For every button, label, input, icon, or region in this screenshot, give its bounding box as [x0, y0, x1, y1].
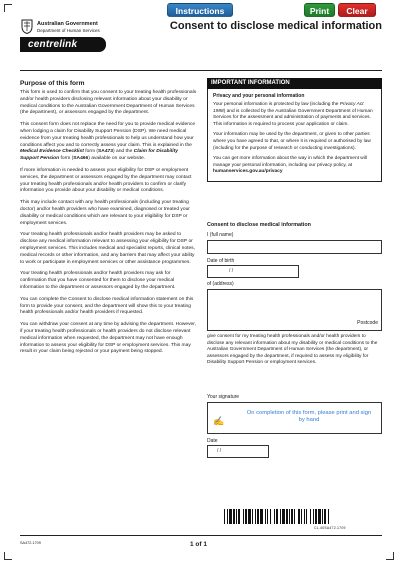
privacy-paragraph: You can get more information about the way in which the department will manage your personal information, including our privacy policy, at humanservices.gov.au/privacy [213, 156, 367, 175]
signature-note: On completion of this form, please print and sign by hand [246, 410, 372, 424]
purpose-paragraph: This form is used to confirm that you consent to your treating health professionals and/or health providers disclosing relevant information about your disability or medical conditions to the Australian Government Department of Human Services (the department), or assessors engaged by the department. [20, 90, 197, 116]
footer-divider [20, 535, 382, 536]
crop-mark [4, 552, 12, 560]
purpose-section [20, 80, 198, 361]
pen-icon: ✍ [213, 416, 225, 426]
date-label: Date [207, 438, 218, 444]
privacy-paragraph: Your personal information is protected by law (including the Privacy Act 1988) and is collected by the Australian Government Department of Human Services for the assessment and administration of payments and services. This information is required to process your application or claim. [213, 102, 373, 127]
privacy-subheading: Privacy and your personal information [213, 93, 305, 99]
privacy-link: humanservices.gov.au/privacy [213, 169, 283, 175]
crop-mark [4, 4, 12, 12]
important-information-panel [207, 78, 382, 182]
purpose-paragraph: You can complete the Consent to disclose medical information statement on this form to provide your consent, and the department will show this to your treating health professionals and/or health providers if requested. [20, 296, 194, 316]
signature-label: Your signature [207, 394, 240, 400]
brand-logo: centrelink [28, 39, 78, 50]
purpose-heading: Purpose of this form [20, 80, 85, 87]
dob-separators: / / [229, 268, 234, 274]
header-divider [20, 70, 382, 71]
important-body [207, 89, 382, 182]
department-name: Department of Human Services [37, 28, 100, 33]
consent-statement: give consent for my treating health professionals and/or health providers to disclose any relevant information about my disability or medical conditions to the Australian Government Department of Human Services (the department), or assessors engaged by the department, if required to assess my eligibility for Disability Support Pension or employment services. [207, 334, 378, 366]
instructions-button[interactable]: Instructions [167, 3, 233, 17]
purpose-paragraph: This may include contact with any health professionals (including your treating doctor) and/or health providers who have examined, diagnosed or treated your disability or medical conditions which are relevant to your eligibility for DSP or employment services. [20, 200, 190, 226]
government-crest-icon [20, 18, 34, 34]
dob-label: Date of birth [207, 258, 235, 264]
barcode [224, 509, 380, 524]
clear-button[interactable]: Clear [338, 3, 376, 17]
purpose-paragraph: If more information is needed to assess your eligibility for DSP or employment services, the department or assessors engaged by the department may contact your treating health professionals and/or health providers to confirm or clarify information you provide about your disability or medical conditions. [20, 167, 192, 194]
page-title: Consent to disclose medical information [169, 20, 382, 32]
purpose-paragraph: You can withdraw your consent at any time by advising the department. However, if your treating health professionals or health providers do not disclose relevant medical information when requested, the department may not have enough information to assess your eligibility for DSP or employment services. This may result in your claim being rejected or your payment being stopped. [20, 322, 196, 355]
purpose-paragraph: Your treating health professionals and/or health providers may be asked to disclose any medical information relevant to assessing your eligibility for DSP or employment services. This includes medical and specialist reports, clinical notes, medical records or other information, and any barriers that may affect your ability to work or participate in employment services or other assistance programmes. [20, 232, 195, 265]
name-label: I (full name) [207, 232, 234, 238]
purpose-paragraph: This consent form does not replace the need for you to provide medical evidence when lodging a claim for Disability Support Pension (DSP). We need medical evidence from your treating health professionals to help us understand how your conditions affect you and to correctly assess your claim. This is explained in the Medical Evidence Checklist form (SA473) and the Claim for Disability Support Pension form (SA466) available on our website. [20, 122, 196, 162]
page-number: 1 of 1 [190, 541, 207, 548]
full-name-field[interactable] [207, 240, 382, 254]
address-field[interactable] [207, 289, 382, 331]
important-heading: IMPORTANT INFORMATION [207, 78, 382, 89]
government-name: Australian Government [37, 21, 98, 27]
crop-mark [386, 552, 394, 560]
date-of-birth-field[interactable] [207, 265, 299, 278]
privacy-paragraph: Your information may be used by the department, or given to other parties where you have agreed to that, or where it is required or authorised by law (including for the purpose of research or conducting investigations). [213, 132, 371, 151]
consent-heading: Consent to disclose medical information [207, 222, 311, 228]
purpose-paragraph: Your treating health professionals and/or health providers may ask for confirmation that you have consented for them to disclose your medical information to the department or assessors engaged by the department. [20, 271, 176, 290]
postcode-label: Postcode [357, 320, 378, 326]
barcode-number: CL.40SA472.1709 [314, 526, 346, 530]
address-label: of (address) [207, 281, 234, 287]
form-code: SA472.1709 [20, 541, 41, 545]
date-separators: / / [217, 448, 222, 454]
print-button[interactable]: Print [304, 3, 335, 17]
